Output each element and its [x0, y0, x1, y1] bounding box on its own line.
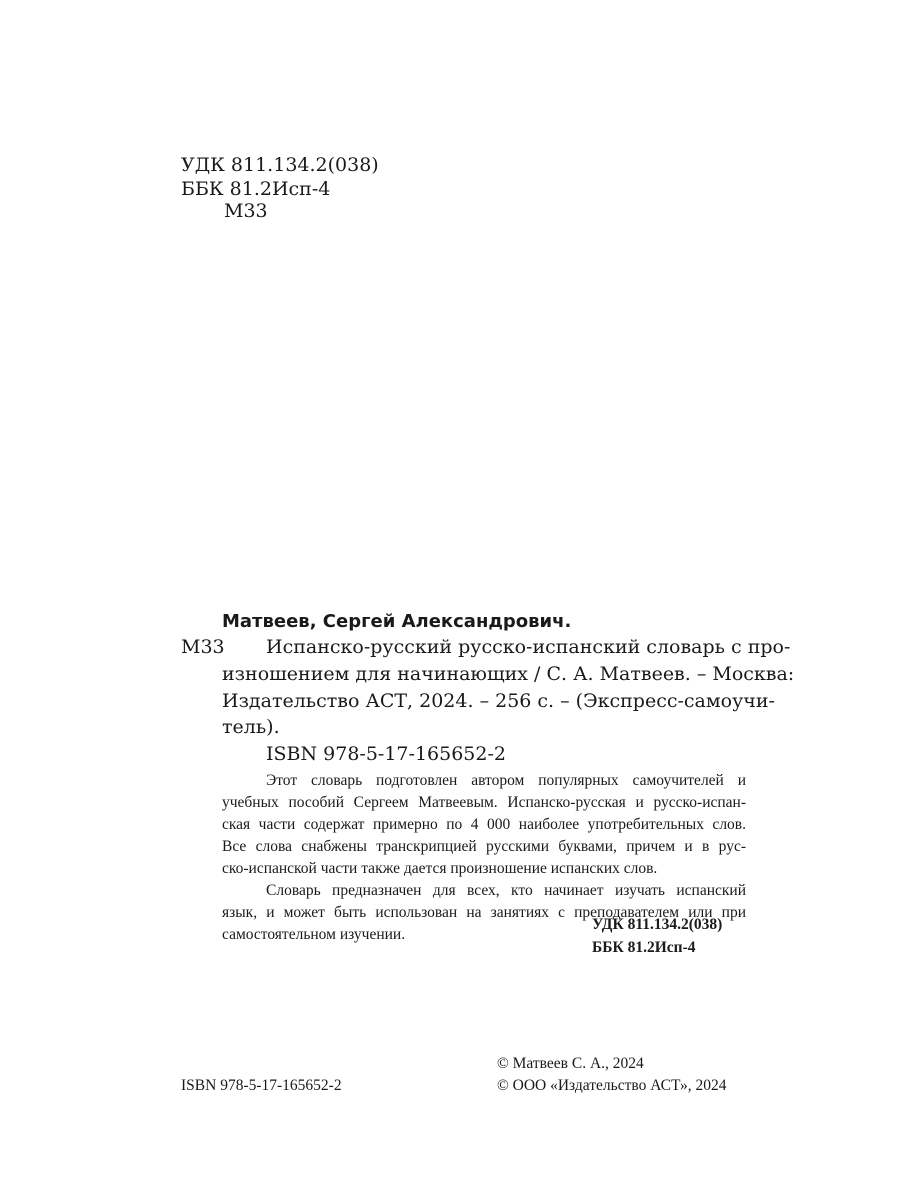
- top-bbk: ББК 81.2Исп-4: [181, 178, 331, 200]
- annotation-line-3: ская части содержат примерно по 4 000 наиболее употребительных слов.: [222, 816, 746, 833]
- bib-line-1: Испанско-русский русско-испанский словарь с про-: [266, 636, 791, 658]
- bib-isbn: ISBN 978-5-17-165652-2: [266, 743, 506, 765]
- annotation-line-1: Этот словарь подготовлен автором популярных самоучителей и: [266, 772, 746, 789]
- top-author-sign: М33: [224, 200, 268, 222]
- bib-author-sign: М33: [181, 636, 225, 658]
- annotation-line-6: Словарь предназначен для всех, кто начинает изучать испанский: [266, 882, 746, 899]
- bib-line-4: тель).: [222, 716, 280, 738]
- annotation-udk: УДК 811.134.2(038): [592, 916, 723, 933]
- bib-line-2: изношением для начинающих / С. А. Матвеев. – Москва:: [222, 663, 795, 685]
- footer-isbn: ISBN 978-5-17-165652-2: [181, 1077, 342, 1094]
- annotation-bbk: ББК 81.2Исп-4: [592, 939, 696, 956]
- annotation-line-5: ско-испанской части также дается произношение испанских слов.: [222, 860, 658, 877]
- bib-line-3: Издательство АСТ, 2024. – 256 с. – (Экспресс-самоучи-: [222, 690, 775, 712]
- author-heading: Матвеев, Сергей Александрович.: [222, 611, 572, 632]
- annotation-line-4: Все слова снабжены транскрипцией русскими буквами, причем и в рус-: [222, 838, 746, 855]
- annotation-line-8: самостоятельном изучении.: [222, 926, 406, 943]
- top-udk: УДК 811.134.2(038): [181, 154, 379, 176]
- copyright-author: © Матвеев С. А., 2024: [497, 1055, 644, 1072]
- annotation-line-2: учебных пособий Сергеем Матвеевым. Испанско-русская и русско-испан-: [222, 794, 746, 811]
- annotation-line-7: язык, и может быть использован на занятиях с преподавателем или при: [222, 904, 746, 921]
- copyright-publisher: © ООО «Издательство АСТ», 2024: [497, 1077, 727, 1094]
